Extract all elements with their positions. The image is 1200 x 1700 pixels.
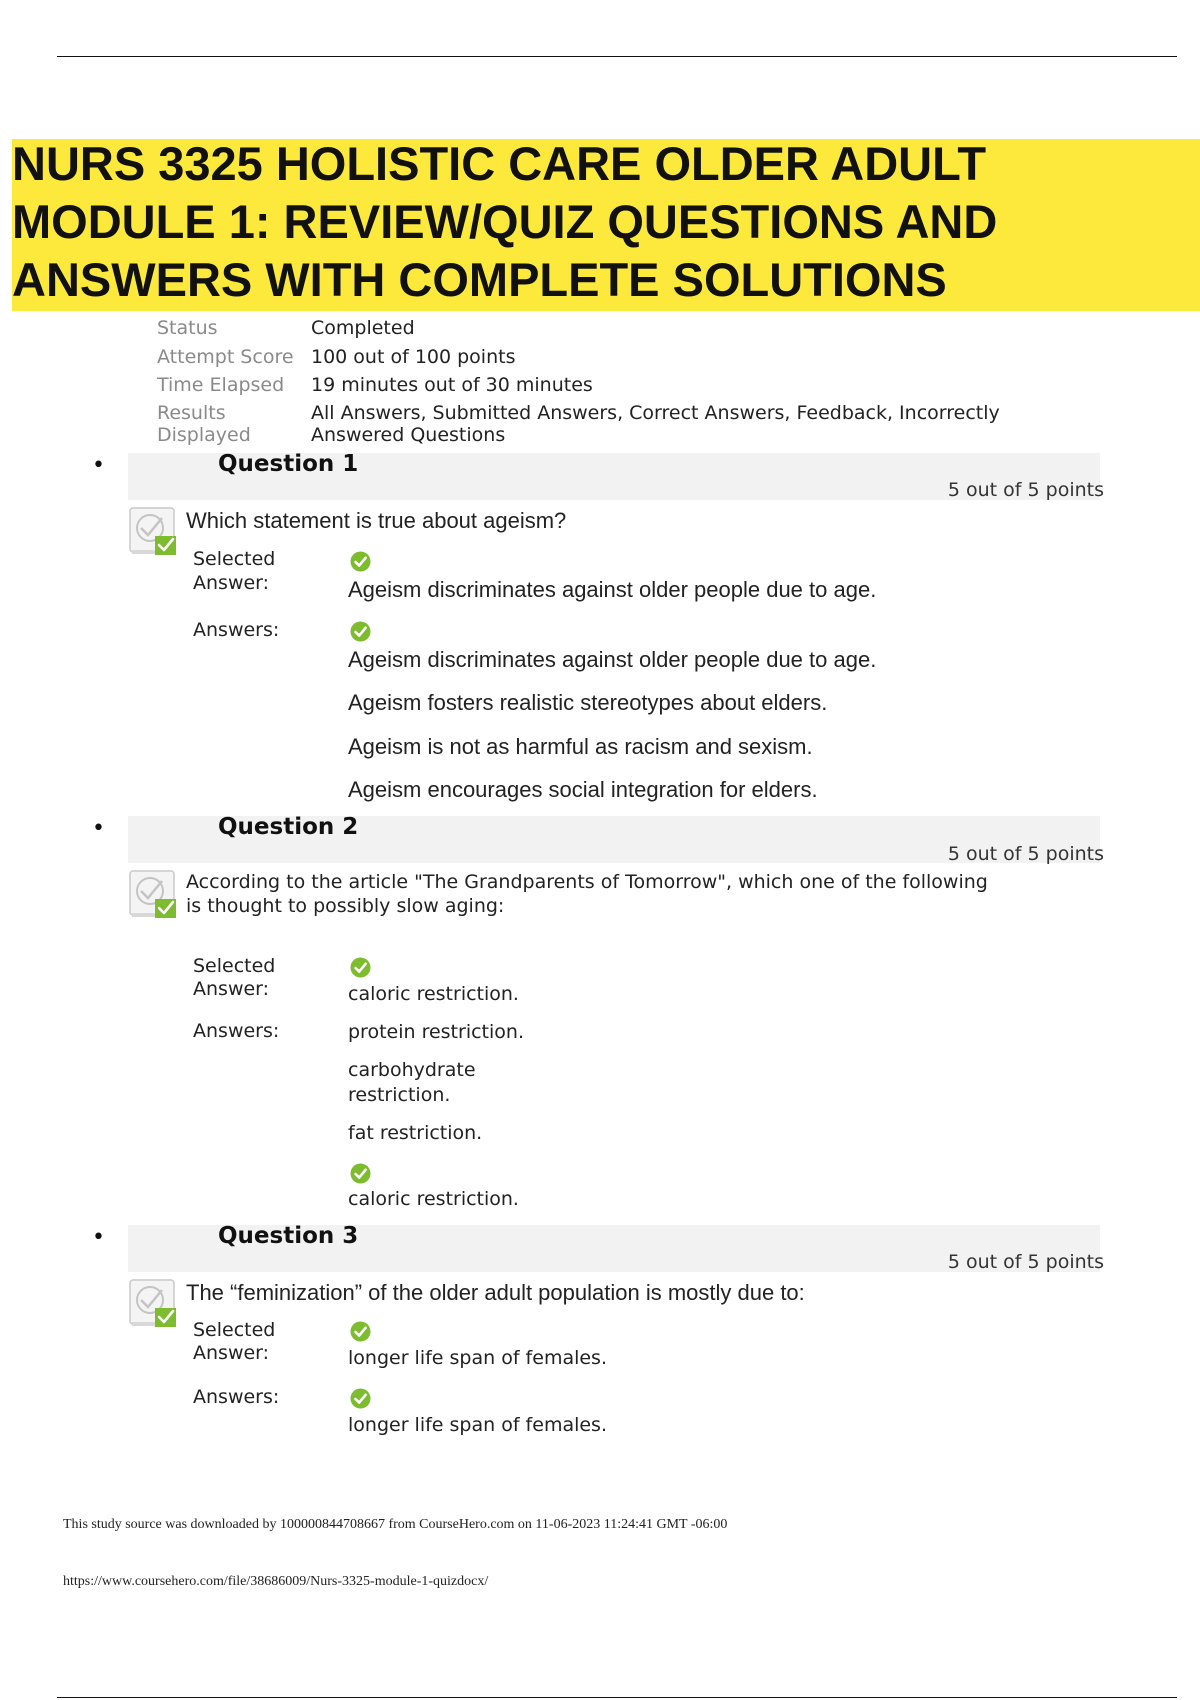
question-title: Question 1	[218, 451, 359, 477]
selected-answer-label-line1: Selected	[193, 955, 276, 977]
answer-option: fat restriction.	[348, 1122, 483, 1144]
selected-answer-text: Ageism discriminates against older people due to age.	[348, 577, 877, 602]
answers-label: Answers:	[193, 619, 280, 641]
time-elapsed-value: 19 minutes out of 30 minutes	[311, 374, 593, 396]
correct-check-icon	[350, 957, 371, 978]
selected-answer-label-line2: Answer:	[193, 978, 270, 1000]
status-label: Status	[157, 317, 218, 339]
document-title: NURS 3325 HOLISTIC CARE OLDER ADULT MODULE 1: REVIEW/QUIZ QUESTIONS AND ANSWERS WITH COMPLETE SOLUTIONS	[12, 137, 998, 306]
selected-answer-label-line2: Answer:	[193, 572, 270, 594]
selected-answer-text: caloric restriction.	[348, 983, 519, 1005]
selected-answer-label-line2: Answer:	[193, 1342, 270, 1364]
answer-option: Ageism encourages social integration for elders.	[348, 777, 818, 802]
selected-answer-text: longer life span of females.	[348, 1347, 607, 1369]
question-points: 5 out of 5 points	[947, 479, 1104, 501]
answer-option: Ageism is not as harmful as racism and sexism.	[348, 734, 813, 759]
graded-correct-icon	[128, 869, 180, 921]
question-title: Question 3	[218, 1223, 359, 1249]
answer-option-line1: carbohydrate	[348, 1059, 476, 1081]
answer-option: protein restriction.	[348, 1021, 524, 1043]
results-displayed-value-line2: Answered Questions	[311, 424, 506, 446]
correct-check-icon	[350, 551, 371, 572]
bottom-rule	[57, 1697, 1177, 1698]
answer-option-line2: restriction.	[348, 1084, 451, 1106]
question-title: Question 2	[218, 814, 359, 840]
question-text-line1: According to the article "The Grandparents of Tomorrow", which one of the following	[186, 871, 988, 893]
correct-check-icon	[350, 1388, 371, 1409]
top-rule	[57, 56, 1177, 57]
question-points: 5 out of 5 points	[947, 1251, 1104, 1273]
status-value: Completed	[311, 317, 415, 339]
results-displayed-value-line1: All Answers, Submitted Answers, Correct Answers, Feedback, Incorrectly	[311, 402, 1000, 424]
question-points: 5 out of 5 points	[947, 843, 1104, 865]
question-text: The “feminization” of the older adult population is mostly due to:	[186, 1280, 805, 1305]
selected-answer-label-line1: Selected	[193, 1319, 276, 1341]
time-elapsed-label: Time Elapsed	[157, 374, 285, 396]
list-bullet: •	[92, 453, 105, 478]
selected-answer-label-line1: Selected	[193, 548, 276, 570]
source-url-link[interactable]: https://www.coursehero.com/file/38686009/Nurs-3325-module-1-quizdocx/	[63, 1574, 489, 1589]
answers-label: Answers:	[193, 1020, 280, 1042]
answer-option: caloric restriction.	[348, 1188, 519, 1210]
answers-label: Answers:	[193, 1386, 280, 1408]
results-displayed-label-line1: Results	[157, 402, 226, 424]
attempt-score-label: Attempt Score	[157, 346, 294, 368]
download-notice: This study source was downloaded by 100000844708667 from CourseHero.com on 11-06-2023 11:24:41 GMT -06:00	[63, 1517, 728, 1532]
attempt-score-value: 100 out of 100 points	[311, 346, 516, 368]
question-text-line2: is thought to possibly slow aging:	[186, 895, 505, 917]
list-bullet: •	[92, 1225, 105, 1250]
graded-correct-icon	[128, 506, 180, 558]
correct-check-icon	[350, 1321, 371, 1342]
graded-correct-icon	[128, 1278, 180, 1330]
correct-check-icon	[350, 1163, 371, 1184]
question-text: Which statement is true about ageism?	[186, 508, 567, 533]
answer-option: longer life span of females.	[348, 1414, 607, 1436]
answer-option: Ageism discriminates against older people due to age.	[348, 647, 877, 672]
results-displayed-label-line2: Displayed	[157, 424, 251, 446]
answer-option: Ageism fosters realistic stereotypes about elders.	[348, 690, 828, 715]
list-bullet: •	[92, 816, 105, 841]
correct-check-icon	[350, 621, 371, 642]
